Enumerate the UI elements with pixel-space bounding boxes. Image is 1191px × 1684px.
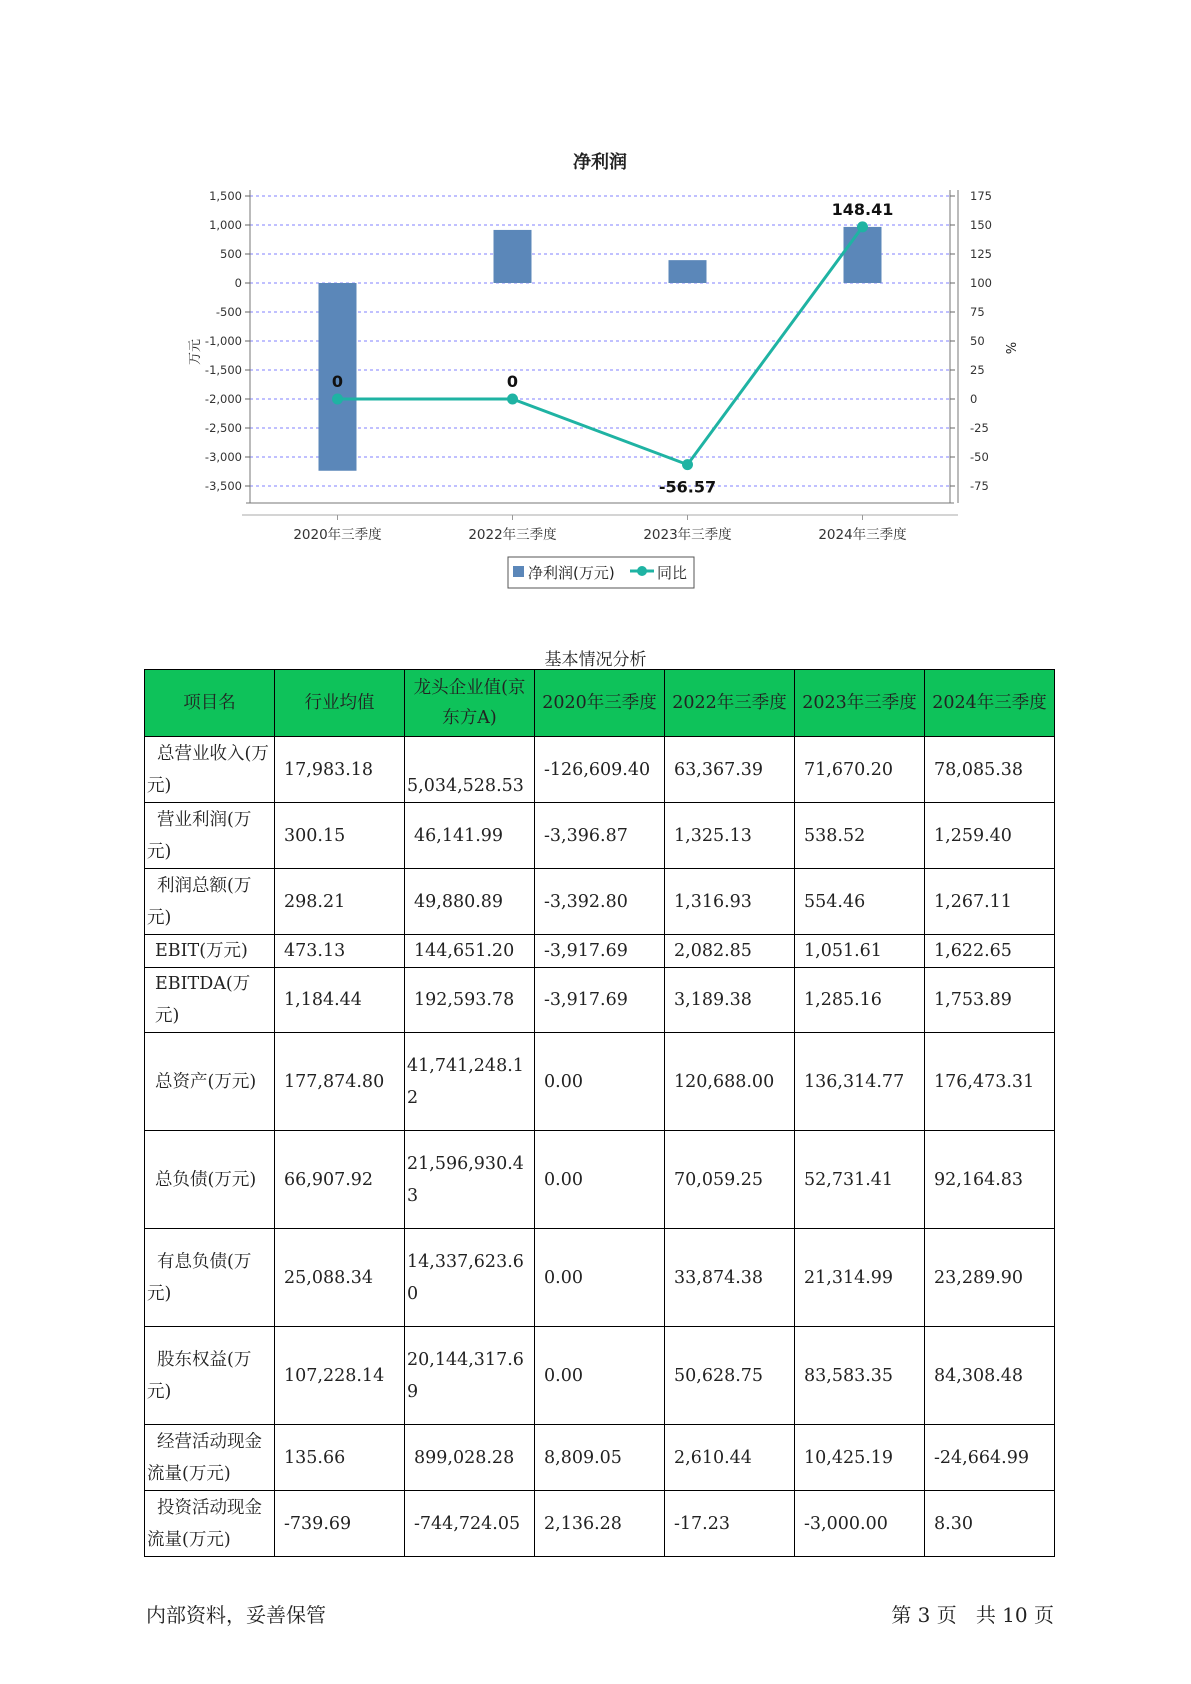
table-row (145, 869, 1055, 935)
table-cell: 120,688.00 (665, 1033, 795, 1131)
table-cell: 66,907.92 (275, 1131, 405, 1229)
legend-bar-label: 净利润(万元) (528, 564, 615, 582)
table-cell: -3,917.69 (535, 968, 665, 1033)
legend-line-marker (637, 566, 647, 576)
table-cell: 1,753.89 (925, 968, 1055, 1033)
yoy-point (857, 221, 868, 232)
table-cell: 1,622.65 (925, 935, 1055, 968)
right-axis (950, 189, 992, 493)
table-cell: 0.00 (535, 1229, 665, 1327)
table-cell: -744,724.05 (405, 1491, 535, 1557)
yoy-data-label: 148.41 (831, 199, 894, 219)
table-cell: 177,874.80 (275, 1033, 405, 1131)
header-2022q3: 2022年三季度 (665, 670, 795, 737)
right-tick-label: 75 (970, 305, 985, 319)
table-row (145, 737, 1055, 803)
row-label: 经营活动现金流量(万元) (145, 1425, 275, 1491)
yoy-data-labels (332, 200, 893, 497)
table-cell: -24,664.99 (925, 1425, 1055, 1491)
footer-page-number: 第 3 页 共 10 页 (891, 1603, 1054, 1627)
right-tick-label: 125 (970, 247, 992, 261)
category-label: 2022年三季度 (468, 527, 557, 543)
category-label: 2023年三季度 (643, 527, 732, 543)
table-cell: 10,425.19 (795, 1425, 925, 1491)
right-tick-label: 100 (970, 276, 992, 290)
table-row (145, 1327, 1055, 1425)
left-tick-label: -2,000 (204, 392, 242, 406)
right-tick-label: 150 (970, 218, 992, 232)
table-cell: 52,731.41 (795, 1131, 925, 1229)
chart-legend (508, 557, 694, 588)
table-cell: 1,285.16 (795, 968, 925, 1033)
table-cell: 176,473.31 (925, 1033, 1055, 1131)
table-cell: -739.69 (275, 1491, 405, 1557)
table-cell: 136,314.77 (795, 1033, 925, 1131)
yoy-line-series (332, 221, 868, 470)
right-tick-label: -50 (970, 450, 989, 464)
left-tick-label: -3,500 (204, 479, 242, 493)
table-cell: 1,267.11 (925, 869, 1055, 935)
table-cell: -3,392.80 (535, 869, 665, 935)
left-tick-label: 1,000 (209, 218, 242, 232)
table-cell: 21,314.99 (795, 1229, 925, 1327)
table-cell: 8.30 (925, 1491, 1055, 1557)
left-tick-label: 500 (220, 247, 242, 261)
row-label: EBIT(万元) (145, 935, 275, 968)
table-cell: 49,880.89 (405, 869, 535, 935)
header-2020q3: 2020年三季度 (535, 670, 665, 737)
yoy-point (332, 394, 343, 405)
table-cell: -3,396.87 (535, 803, 665, 869)
row-label: 营业利润(万元) (145, 803, 275, 869)
table-cell: -17.23 (665, 1491, 795, 1557)
table-caption: 基本情况分析 (544, 650, 647, 670)
table-cell: 538.52 (795, 803, 925, 869)
header-2024q3: 2024年三季度 (925, 670, 1055, 737)
left-tick-label: 0 (234, 276, 242, 290)
table-cell: 192,593.78 (405, 968, 535, 1033)
table-cell: 144,651.20 (405, 935, 535, 968)
table-cell: 135.66 (275, 1425, 405, 1491)
left-axis-label: 万元 (188, 338, 203, 366)
table-cell: 83,583.35 (795, 1327, 925, 1425)
table-cell: 554.46 (795, 869, 925, 935)
right-axis-label: % (1002, 341, 1017, 355)
left-axis (205, 189, 250, 493)
table-row (145, 935, 1055, 968)
right-tick-label: 25 (970, 363, 985, 377)
table-cell: 3,189.38 (665, 968, 795, 1033)
table-row (145, 1425, 1055, 1491)
header-industry-avg: 行业均值 (275, 670, 405, 737)
table-cell: 50,628.75 (665, 1327, 795, 1425)
table-row (145, 968, 1055, 1033)
table-cell: -3,000.00 (795, 1491, 925, 1557)
table-cell: 107,228.14 (275, 1327, 405, 1425)
table-cell: 78,085.38 (925, 737, 1055, 803)
table-cell: 8,809.05 (535, 1425, 665, 1491)
table-row (145, 1131, 1055, 1229)
left-tick-label: -2,500 (204, 421, 242, 435)
table-cell: 46,141.99 (405, 803, 535, 869)
table-cell: 17,983.18 (275, 737, 405, 803)
table-cell: 70,059.25 (665, 1131, 795, 1229)
yoy-data-label: 0 (506, 372, 519, 391)
table-cell: 1,259.40 (925, 803, 1055, 869)
table-cell: 14,337,623.60 (405, 1229, 535, 1327)
right-tick-label: -75 (970, 479, 989, 493)
net-profit-chart (0, 0, 1191, 620)
table-cell: 1,184.44 (275, 968, 405, 1033)
row-label: 总营业收入(万元) (145, 737, 275, 803)
yoy-point (507, 394, 518, 405)
table-cell: -3,917.69 (535, 935, 665, 968)
table-cell: 41,741,248.12 (405, 1033, 535, 1131)
table-cell: 92,164.83 (925, 1131, 1055, 1229)
table-cell: 473.13 (275, 935, 405, 968)
left-tick-label: -1,000 (204, 334, 242, 348)
table-cell: 23,289.90 (925, 1229, 1055, 1327)
table-cell: 21,596,930.43 (405, 1131, 535, 1229)
category-label: 2024年三季度 (818, 527, 907, 543)
right-tick-label: 175 (970, 189, 992, 203)
table-cell: 71,670.20 (795, 737, 925, 803)
table-cell: 0.00 (535, 1327, 665, 1425)
table-cell: 2,082.85 (665, 935, 795, 968)
table-cell: 25,088.34 (275, 1229, 405, 1327)
table-cell: 1,316.93 (665, 869, 795, 935)
yoy-data-label: 0 (331, 372, 344, 391)
right-tick-label: 50 (970, 334, 985, 348)
table-cell: 1,325.13 (665, 803, 795, 869)
net-profit-bar (844, 227, 882, 283)
row-label: 利润总额(万元) (145, 869, 275, 935)
table-cell: 1,051.61 (795, 935, 925, 968)
bar-series (319, 227, 882, 471)
chart-title: 净利润 (573, 152, 627, 173)
table-row (145, 1033, 1055, 1131)
header-item-name: 项目名 (145, 670, 275, 737)
header-row (145, 670, 1055, 737)
yoy-data-label: -56.57 (658, 477, 717, 497)
left-tick-label: 1,500 (209, 189, 242, 203)
yoy-line (338, 227, 863, 465)
category-axis (293, 515, 907, 543)
right-tick-label: 0 (970, 392, 978, 406)
legend-bar-swatch (513, 566, 524, 577)
left-tick-label: -1,500 (204, 363, 242, 377)
footer-confidential: 内部资料，妥善保管 (146, 1603, 326, 1627)
header-leader-value: 龙头企业值(京东方A) (405, 670, 535, 737)
table-cell: 84,308.48 (925, 1327, 1055, 1425)
table-row (145, 1229, 1055, 1327)
table-row (145, 1491, 1055, 1557)
row-label: 总资产(万元) (145, 1033, 275, 1131)
left-tick-label: -3,000 (204, 450, 242, 464)
row-label: EBITDA(万元) (145, 968, 275, 1033)
right-tick-label: -25 (970, 421, 989, 435)
table-cell: 5,034,528.53 (405, 737, 535, 803)
table-cell: 899,028.28 (405, 1425, 535, 1491)
net-profit-bar (669, 260, 707, 283)
table-cell: 63,367.39 (665, 737, 795, 803)
table-cell: 2,136.28 (535, 1491, 665, 1557)
table-cell: 2,610.44 (665, 1425, 795, 1491)
yoy-point (682, 459, 693, 470)
row-label: 有息负债(万元) (145, 1229, 275, 1327)
table-cell: 298.21 (275, 869, 405, 935)
table-cell: 33,874.38 (665, 1229, 795, 1327)
table-cell: 0.00 (535, 1033, 665, 1131)
row-label: 股东权益(万元) (145, 1327, 275, 1425)
table-row (145, 803, 1055, 869)
net-profit-bar (494, 230, 532, 283)
row-label: 投资活动现金流量(万元) (145, 1491, 275, 1557)
table-cell: -126,609.40 (535, 737, 665, 803)
row-label: 总负债(万元) (145, 1131, 275, 1229)
analysis-table (144, 669, 1055, 1557)
table-cell: 300.15 (275, 803, 405, 869)
left-tick-label: -500 (215, 305, 242, 319)
legend-line-label: 同比 (657, 564, 688, 582)
category-label: 2020年三季度 (293, 527, 382, 543)
table-cell: 0.00 (535, 1131, 665, 1229)
table-cell: 20,144,317.69 (405, 1327, 535, 1425)
header-2023q3: 2023年三季度 (795, 670, 925, 737)
